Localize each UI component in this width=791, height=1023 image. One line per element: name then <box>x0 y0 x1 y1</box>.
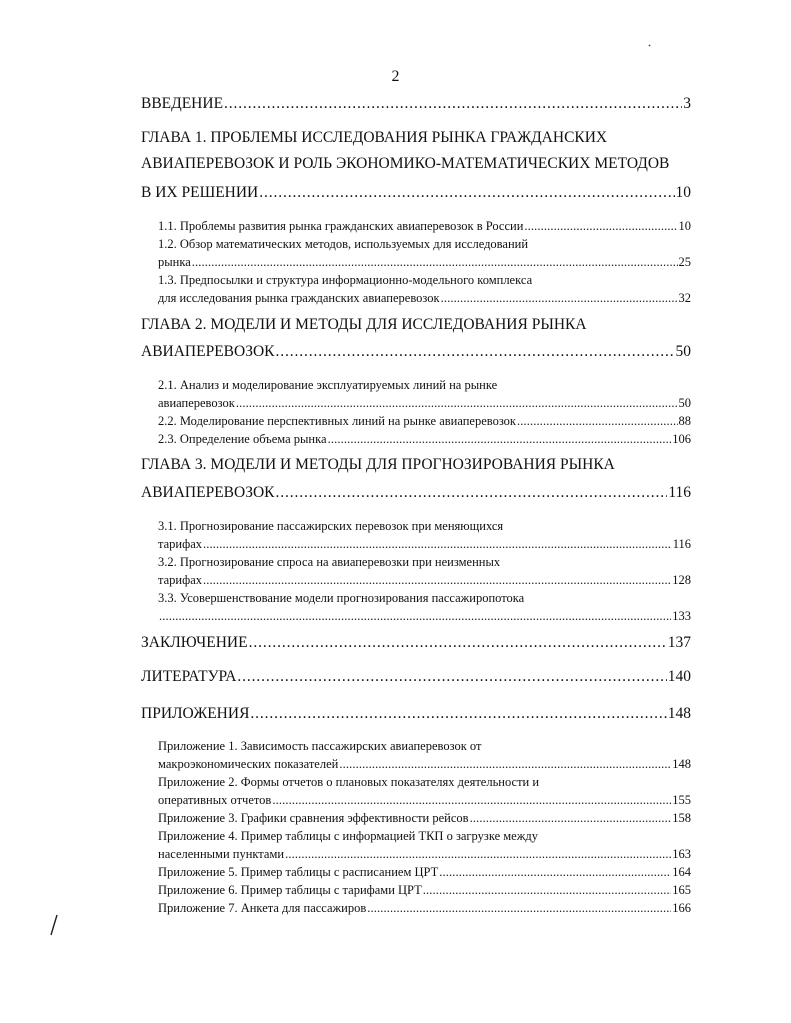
toc-entry-3-3-line-1: 3.3. Усовершенствование модели прогнозирования пассажиропотока <box>158 591 525 605</box>
toc-entry-3-1[interactable] <box>158 537 691 552</box>
toc-entry-title: авиаперевозок <box>158 396 235 410</box>
toc-entry-appendix-5[interactable] <box>158 865 691 880</box>
toc-entry-page: 32 <box>678 291 691 305</box>
toc-entry-appendix-3[interactable] <box>158 811 691 826</box>
toc-entry-3-1-line-1: 3.1. Прогнозирование пассажирских перевозок при меняющихся <box>158 519 504 533</box>
toc-entry-3-3[interactable] <box>158 609 691 624</box>
toc-entry-appendix-6[interactable] <box>158 883 691 898</box>
toc-entry-title: Приложение 6. Пример таблицы с тарифами ЦРТ <box>158 883 422 897</box>
toc-entry-appendix-2[interactable] <box>158 793 691 808</box>
dot-leader <box>250 705 666 723</box>
toc-entry-title: 2.3. Определение объема рынка <box>158 432 327 446</box>
toc-entry-title: оперативных отчетов <box>158 793 272 807</box>
toc-entry-literature[interactable] <box>141 668 691 686</box>
toc-entry-appendix-4-line-1: Приложение 4. Пример таблицы с информацией ТКП о загрузке между <box>158 829 538 843</box>
toc-entry-title: АВИАПЕРЕВОЗОК <box>141 484 275 501</box>
toc-entry-appendix-1[interactable] <box>158 757 691 772</box>
dot-leader <box>470 811 672 826</box>
toc-entry-title: ЗАКЛЮЧЕНИЕ <box>141 634 248 651</box>
dot-leader <box>441 291 678 306</box>
toc-entry-page: 148 <box>667 705 691 722</box>
toc-entry-appendix-7[interactable] <box>158 901 691 916</box>
toc-entry-title: Приложение 3. Графики сравнения эффективности рейсов <box>158 811 469 825</box>
toc-entry-page: 128 <box>672 573 691 587</box>
toc-entry-page: 106 <box>672 432 691 446</box>
toc-entry-page: 155 <box>672 793 691 807</box>
dot-leader <box>328 432 672 447</box>
toc-entry-page: 133 <box>672 609 691 623</box>
toc-entry-1-1[interactable] <box>158 219 691 234</box>
toc-entry-page: 158 <box>672 811 691 825</box>
toc-entry-page: 137 <box>667 634 691 651</box>
toc-entry-2-1[interactable] <box>158 396 691 411</box>
dot-leader <box>276 343 675 361</box>
toc-entry-title: тарифах <box>158 573 203 587</box>
chapter-2-heading-line-1: ГЛАВА 2. МОДЕЛИ И МЕТОДЫ ДЛЯ ИССЛЕДОВАНИЯ РЫНКА <box>141 316 587 333</box>
dot-leader <box>159 609 671 624</box>
toc-entry-title: тарифах <box>158 537 203 551</box>
dot-leader <box>192 255 678 270</box>
toc-entry-title: рынка <box>158 255 191 269</box>
chapter-1-heading-line-1: ГЛАВА 1. ПРОБЛЕМЫ ИССЛЕДОВАНИЯ РЫНКА ГРАЖДАНСКИХ <box>141 129 608 146</box>
page-number: 2 <box>391 68 400 85</box>
toc-entry-title: ЛИТЕРАТУРА <box>141 668 237 685</box>
dot-leader <box>203 573 671 588</box>
toc-entry-appendix-1-line-1: Приложение 1. Зависимость пассажирских авиаперевозок от <box>158 739 482 753</box>
toc-entry-3-2-line-1: 3.2. Прогнозирование спроса на авиаперевозки при неизменных <box>158 555 501 569</box>
toc-entry-page: 50 <box>678 396 691 410</box>
toc-entry-title: 2.2. Моделирование перспективных линий на рынке авиаперевозок <box>158 414 517 428</box>
toc-entry-page: 3 <box>683 95 691 112</box>
dot-leader <box>439 865 671 880</box>
toc-entry-title: населенными пунктами <box>158 847 285 861</box>
toc-entry-1-3[interactable] <box>158 291 691 306</box>
toc-entry-title: 1.1. Проблемы развития рынка гражданских авиаперевозок в России <box>158 219 524 233</box>
pen-mark-icon <box>48 914 60 936</box>
dot-leader <box>237 668 666 686</box>
dot-leader <box>367 901 671 916</box>
dot-leader <box>517 414 677 429</box>
toc-entry-chapter-2[interactable] <box>141 343 691 361</box>
toc-entry-page: 148 <box>672 757 691 771</box>
dot-leader <box>276 484 668 502</box>
toc-entry-appendices[interactable] <box>141 705 691 723</box>
toc-entry-1-2-line-1: 1.2. Обзор математических методов, используемых для исследований <box>158 237 529 251</box>
toc-entry-page: 140 <box>667 668 691 685</box>
toc-entry-1-3-line-1: 1.3. Предпосылки и структура информационно-модельного комплекса <box>158 273 533 287</box>
toc-entry-page: 166 <box>672 901 691 915</box>
dot-leader <box>203 537 672 552</box>
dot-leader <box>249 634 667 652</box>
toc-entry-page: 10 <box>675 184 691 201</box>
toc-entry-1-2[interactable] <box>158 255 691 270</box>
toc-entry-title: АВИАПЕРЕВОЗОК <box>141 343 275 360</box>
toc-entry-title: для исследования рынка гражданских авиаперевозок <box>158 291 440 305</box>
dot-leader <box>272 793 671 808</box>
chapter-3-heading-line-1: ГЛАВА 3. МОДЕЛИ И МЕТОДЫ ДЛЯ ПРОГНОЗИРОВАНИЯ РЫНКА <box>141 456 615 473</box>
toc-entry-page: 25 <box>678 255 691 269</box>
dot-leader <box>224 95 682 113</box>
speck-mark-icon <box>648 44 651 47</box>
toc-entry-2-2[interactable] <box>158 414 691 429</box>
dot-leader <box>524 219 677 234</box>
toc-entry-2-3[interactable] <box>158 432 691 447</box>
toc-entry-title: ПРИЛОЖЕНИЯ <box>141 705 250 722</box>
toc-entry-chapter-3[interactable] <box>141 484 691 502</box>
toc-entry-title: ВВЕДЕНИЕ <box>141 95 224 112</box>
dot-leader <box>285 847 671 862</box>
toc-entry-appendix-4[interactable] <box>158 847 691 862</box>
toc-entry-page: 164 <box>672 865 691 879</box>
toc-entry-page: 116 <box>672 537 691 551</box>
toc-entry-title: макроэкономических показателей <box>158 757 339 771</box>
toc-entry-title: Приложение 7. Анкета для пассажиров <box>158 901 367 915</box>
toc-entry-page: 10 <box>678 219 691 233</box>
toc-entry-page: 50 <box>675 343 691 360</box>
toc-entry-2-1-line-1: 2.1. Анализ и моделирование эксплуатируемых линий на рынке <box>158 378 498 392</box>
toc-entry-chapter-1[interactable] <box>141 184 691 202</box>
dot-leader <box>339 757 671 772</box>
dot-leader <box>423 883 671 898</box>
toc-entry-appendix-2-line-1: Приложение 2. Формы отчетов о плановых показателях деятельности и <box>158 775 540 789</box>
toc-entry-page: 165 <box>672 883 691 897</box>
toc-entry-title: В ИХ РЕШЕНИИ <box>141 184 259 201</box>
toc-entry-introduction[interactable] <box>141 95 691 113</box>
toc-entry-page: 88 <box>678 414 691 428</box>
toc-entry-title: Приложение 5. Пример таблицы с расписанием ЦРТ <box>158 865 439 879</box>
toc-entry-page: 116 <box>668 484 691 501</box>
dot-leader <box>259 184 674 202</box>
chapter-1-heading-line-2: АВИАПЕРЕВОЗОК И РОЛЬ ЭКОНОМИКО-МАТЕМАТИЧЕСКИХ МЕТОДОВ <box>141 155 670 172</box>
dot-leader <box>236 396 678 411</box>
toc-entry-page: 163 <box>672 847 691 861</box>
toc-entry-conclusion[interactable] <box>141 634 691 652</box>
toc-entry-3-2[interactable] <box>158 573 691 588</box>
